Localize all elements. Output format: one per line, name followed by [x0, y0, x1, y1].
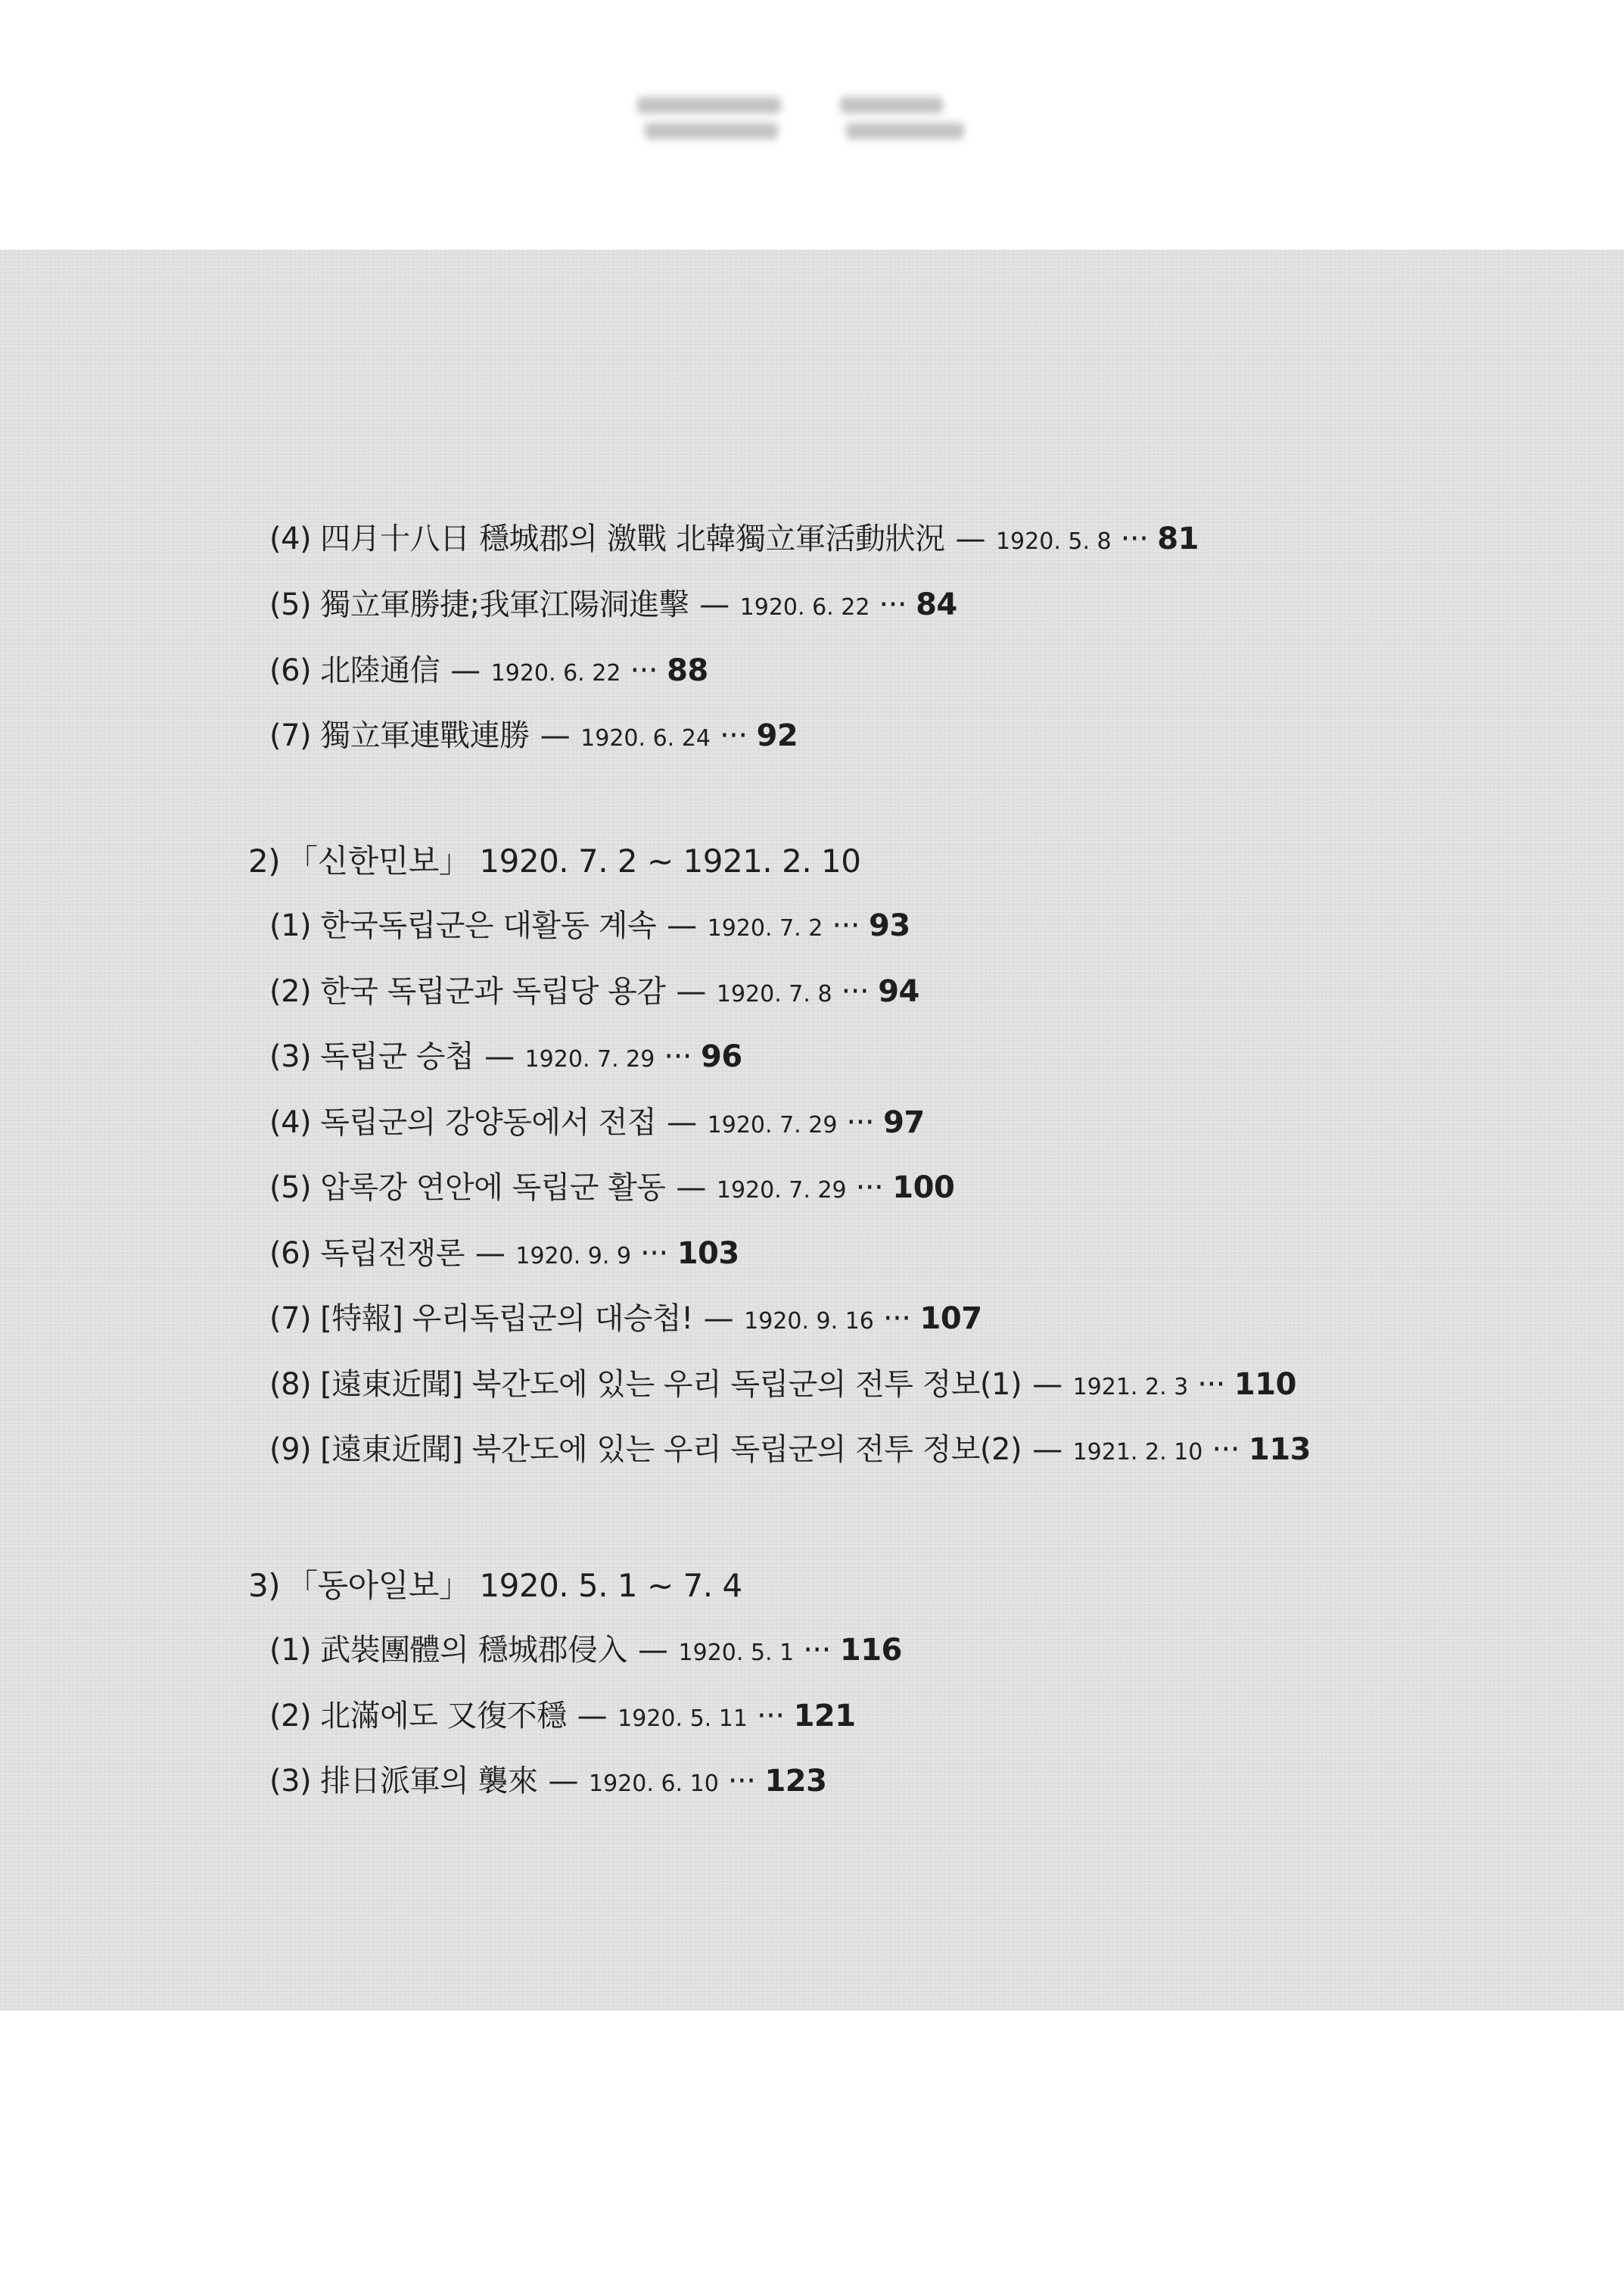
entry-date: 1920. 7. 29	[524, 1046, 655, 1073]
entry-page-number: 92	[756, 718, 798, 753]
entry-page-number: 107	[919, 1301, 982, 1336]
entry-title: 독립군의 강양동에서 전접	[320, 1105, 657, 1140]
entry-number: (3)	[269, 1039, 312, 1074]
entry-page-number: 81	[1157, 522, 1199, 556]
toc-entry[interactable]	[269, 1764, 827, 1799]
dash-separator: —	[1032, 1367, 1062, 1402]
entry-number: (9)	[269, 1432, 312, 1467]
entry-date: 1920. 5. 1	[678, 1640, 795, 1666]
dash-separator: —	[474, 1236, 506, 1271]
entry-number: (5)	[269, 587, 312, 622]
entry-number: (2)	[269, 1699, 312, 1733]
entry-page-number: 88	[667, 653, 708, 688]
dash-separator: —	[638, 1633, 668, 1668]
section-date-range: 1920. 5. 1 ~ 7. 4	[479, 1567, 742, 1604]
ellipsis-separator: ···	[1120, 522, 1149, 556]
toc-entry[interactable]	[269, 1633, 902, 1668]
section-heading	[248, 843, 861, 880]
dash-separator: —	[484, 1039, 515, 1074]
entry-page-number: 110	[1234, 1367, 1296, 1402]
ellipsis-separator: ···	[1212, 1432, 1240, 1467]
dash-separator: —	[955, 522, 985, 556]
entry-title: 北滿에도 又復不穩	[320, 1699, 567, 1733]
entry-title: 獨立軍連戰連勝	[320, 718, 530, 753]
dash-separator: —	[667, 1105, 697, 1140]
toc-entry[interactable]	[269, 1701, 856, 1731]
entry-date: 1920. 6. 22	[490, 660, 621, 687]
dash-separator: —	[577, 1699, 608, 1733]
entry-date: 1920. 5. 8	[995, 528, 1112, 555]
entry-number: (4)	[269, 1105, 312, 1140]
ellipsis-separator: ···	[803, 1633, 831, 1668]
ellipsis-separator: ···	[727, 1764, 756, 1799]
entry-date: 1920. 7. 8	[716, 981, 832, 1008]
entry-number: (4)	[269, 522, 312, 556]
blurred-header-mark	[0, 89, 1624, 165]
entry-date: 1921. 2. 10	[1072, 1439, 1203, 1465]
toc-entry[interactable]	[269, 1369, 1296, 1400]
entry-date: 1920. 6. 10	[589, 1771, 719, 1797]
entry-page-number: 121	[793, 1699, 856, 1733]
ellipsis-separator: ···	[630, 653, 658, 688]
entry-number: (6)	[269, 1236, 312, 1271]
entry-title: 北陸通信	[320, 653, 440, 688]
toc-entry[interactable]	[269, 718, 798, 753]
toc-entry[interactable]	[269, 1039, 742, 1074]
entry-title: 압록강 연안에 독립군 활동	[320, 1170, 666, 1205]
entry-title: 獨立軍勝捷;我軍江陽洞進擊	[320, 587, 689, 622]
ellipsis-separator: ···	[846, 1105, 875, 1140]
ellipsis-separator: ···	[756, 1699, 785, 1733]
entry-number: (5)	[269, 1170, 312, 1205]
section-number: 2)	[248, 843, 281, 880]
entry-number: (7)	[269, 1301, 312, 1336]
entry-date: 1920. 5. 11	[618, 1705, 748, 1732]
ellipsis-separator: ···	[1197, 1367, 1225, 1402]
entry-date: 1920. 7. 2	[707, 915, 823, 942]
toc-entry[interactable]	[269, 1107, 925, 1138]
ellipsis-separator: ···	[719, 718, 748, 753]
entry-date: 1920. 6. 22	[739, 594, 870, 621]
ellipsis-separator: ···	[882, 1301, 911, 1336]
entry-title: 한국 독립군과 독립당 용감	[320, 974, 666, 1009]
entry-page-number: 123	[764, 1764, 827, 1799]
dash-separator: —	[667, 908, 697, 943]
entry-date: 1920. 7. 29	[707, 1112, 838, 1138]
toc-entry[interactable]	[269, 1434, 1311, 1465]
entry-title: 四月十八日 穩城郡의 激戰 北韓獨立軍活動狀況	[320, 522, 945, 556]
ellipsis-separator: ···	[855, 1170, 884, 1205]
entry-title: [遠東近聞] 북간도에 있는 우리 독립군의 전투 정보(2)	[320, 1432, 1022, 1467]
entry-date: 1920. 6. 24	[580, 725, 711, 752]
entry-date: 1920. 7. 29	[716, 1177, 847, 1204]
dash-separator: —	[676, 1170, 706, 1205]
ellipsis-separator: ···	[832, 908, 860, 943]
dash-separator: —	[699, 587, 730, 622]
entry-page-number: 93	[868, 908, 910, 943]
entry-number: (8)	[269, 1367, 312, 1402]
entry-page-number: 94	[878, 974, 919, 1009]
dash-separator: —	[548, 1764, 579, 1799]
ellipsis-separator: ···	[640, 1236, 668, 1271]
section-heading	[248, 1567, 742, 1604]
entry-number: (6)	[269, 653, 312, 688]
toc-entry[interactable]	[269, 1170, 955, 1205]
entry-date: 1920. 9. 16	[744, 1308, 874, 1335]
entry-date: 1920. 9. 9	[515, 1243, 632, 1269]
dash-separator: —	[1032, 1432, 1062, 1467]
section-title: 「동아일보」	[286, 1567, 471, 1604]
toc-entry[interactable]	[269, 524, 1199, 554]
toc-entry[interactable]	[269, 1238, 739, 1269]
entry-page-number: 116	[839, 1633, 902, 1668]
dash-separator: —	[450, 653, 481, 688]
section-title: 「신한민보」	[286, 843, 471, 880]
dash-separator: —	[540, 718, 571, 753]
toc-entry[interactable]	[269, 976, 919, 1007]
dash-separator: —	[676, 974, 706, 1009]
ellipsis-separator: ···	[841, 974, 870, 1009]
entry-title: 排日派軍의 襲來	[320, 1764, 538, 1799]
toc-entry[interactable]	[269, 1301, 982, 1336]
toc-entry[interactable]	[269, 587, 957, 622]
toc-entry[interactable]	[269, 908, 910, 943]
entry-page-number: 100	[892, 1170, 955, 1205]
entry-title: [特報] 우리독립군의 대승첩!	[320, 1301, 693, 1336]
entry-number: (2)	[269, 974, 312, 1009]
entry-date: 1921. 2. 3	[1072, 1374, 1189, 1400]
dash-separator: —	[703, 1301, 734, 1336]
section-date-range: 1920. 7. 2 ~ 1921. 2. 10	[479, 843, 861, 880]
entry-page-number: 84	[916, 587, 957, 622]
entry-number: (1)	[269, 908, 312, 943]
entry-page-number: 97	[883, 1105, 925, 1140]
entry-title: [遠東近聞] 북간도에 있는 우리 독립군의 전투 정보(1)	[320, 1367, 1022, 1402]
ellipsis-separator: ···	[664, 1039, 692, 1074]
entry-page-number: 113	[1249, 1432, 1311, 1467]
entry-number: (7)	[269, 718, 312, 753]
entry-title: 武裝團體의 穩城郡侵入	[320, 1633, 628, 1668]
entry-page-number: 103	[677, 1236, 739, 1271]
entry-title: 독립군 승첩	[320, 1039, 474, 1074]
section-number: 3)	[248, 1567, 281, 1604]
toc-entry[interactable]	[269, 653, 708, 688]
entry-title: 한국독립군은 대활동 계속	[320, 908, 657, 943]
entry-page-number: 96	[701, 1039, 742, 1074]
entry-title: 독립전쟁론	[320, 1236, 465, 1271]
entry-number: (3)	[269, 1764, 312, 1799]
ellipsis-separator: ···	[879, 587, 907, 622]
entry-number: (1)	[269, 1633, 312, 1668]
